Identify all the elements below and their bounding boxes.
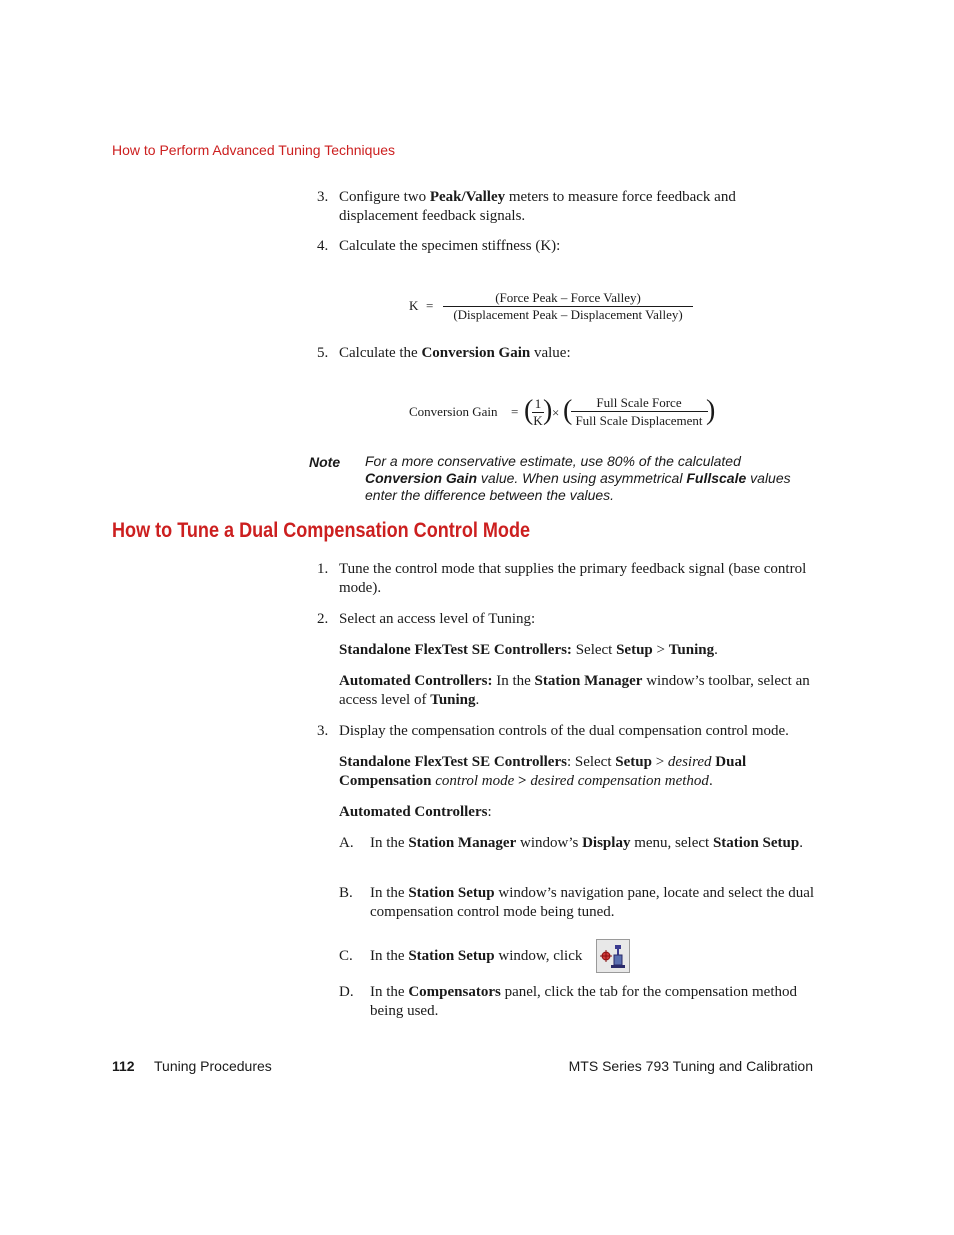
step-text: Calculate the specimen stiffness (K): (339, 238, 561, 254)
formula-denominator: (Displacement Peak – Displacement Valley) (453, 307, 683, 322)
note-label: Note (309, 454, 341, 470)
substep-text: In the Station Setup window, click (370, 948, 583, 964)
formula-k: K (533, 413, 543, 428)
compensators-glyph (597, 940, 629, 972)
step-text: Display the compensation controls of the dual compensation control mode. (339, 723, 789, 739)
station-setup-compensators-icon[interactable] (596, 939, 630, 973)
paren-left: ( (524, 395, 534, 426)
paren-right: ) (543, 395, 553, 426)
fraction-bar (571, 411, 708, 412)
substep-text: In the Station Manager window’s Display menu, select Station Setup. (370, 835, 803, 851)
formula-numerator: (Force Peak – Force Valley) (495, 290, 641, 305)
step-text: Calculate the Conversion Gain value: (339, 345, 571, 361)
step-text: Select an access level of Tuning: (339, 611, 536, 627)
formula-numerator: Full Scale Force (596, 395, 682, 410)
step-text: Configure two Peak/Valley meters to measure force feedback and displacement feedback signals. (339, 189, 736, 224)
substep-letter: B. (339, 885, 353, 901)
substep-letter: A. (339, 835, 354, 851)
step-number: 2. (317, 611, 329, 627)
substep-text: In the Station Setup window’s navigation pane, locate and select the dual compensation control mode being tuned. (370, 885, 815, 920)
standalone-tuning-instruction: Standalone FlexTest SE Controllers: Select Setup > Tuning. (339, 642, 718, 658)
substep-letter: D. (339, 984, 354, 1000)
formula-denominator: Full Scale Displacement (575, 413, 703, 428)
standalone-compensation-instruction: Standalone FlexTest SE Controllers: Select Setup > desired Dual Compensation control mode > desired compensation method. (339, 754, 747, 789)
step-number: 5. (317, 345, 329, 361)
step-number: 1. (317, 561, 329, 577)
step-text: Tune the control mode that supplies the primary feedback signal (base control mode). (339, 561, 807, 596)
running-head: How to Perform Advanced Tuning Techniques (112, 142, 396, 158)
step-number: 3. (317, 189, 329, 205)
step-number: 3. (317, 723, 329, 739)
footer-book-title: MTS Series 793 Tuning and Calibration (568, 1058, 813, 1074)
step-number: 4. (317, 238, 329, 254)
footer-section: Tuning Procedures (154, 1058, 272, 1074)
paren-left: ( (563, 395, 573, 426)
section-heading: How to Tune a Dual Compensation Control Mode (112, 519, 531, 542)
substep-text: In the Compensators panel, click the tab for the compensation method being used. (370, 984, 797, 1019)
paren-right: ) (706, 395, 716, 426)
automated-tuning-instruction: Automated Controllers: In the Station Manager window’s toolbar, select an access level of Tuning. (339, 673, 810, 708)
formula-lhs: Conversion Gain (409, 404, 498, 419)
formula-times: × (552, 405, 560, 420)
formula-equals: = (426, 298, 434, 313)
formula-lhs: K (409, 298, 419, 313)
automated-controllers-label: Automated Controllers: (339, 804, 492, 820)
note-body: For a more conservative estimate, use 80% of the calculated Conversion Gain value. When using asymmetrical Fullscale values enter the difference between the values. (365, 453, 791, 503)
substep-letter: C. (339, 948, 353, 964)
page-number: 112 (112, 1058, 135, 1074)
formula-one: 1 (534, 396, 542, 411)
formula-equals: = (511, 404, 519, 419)
